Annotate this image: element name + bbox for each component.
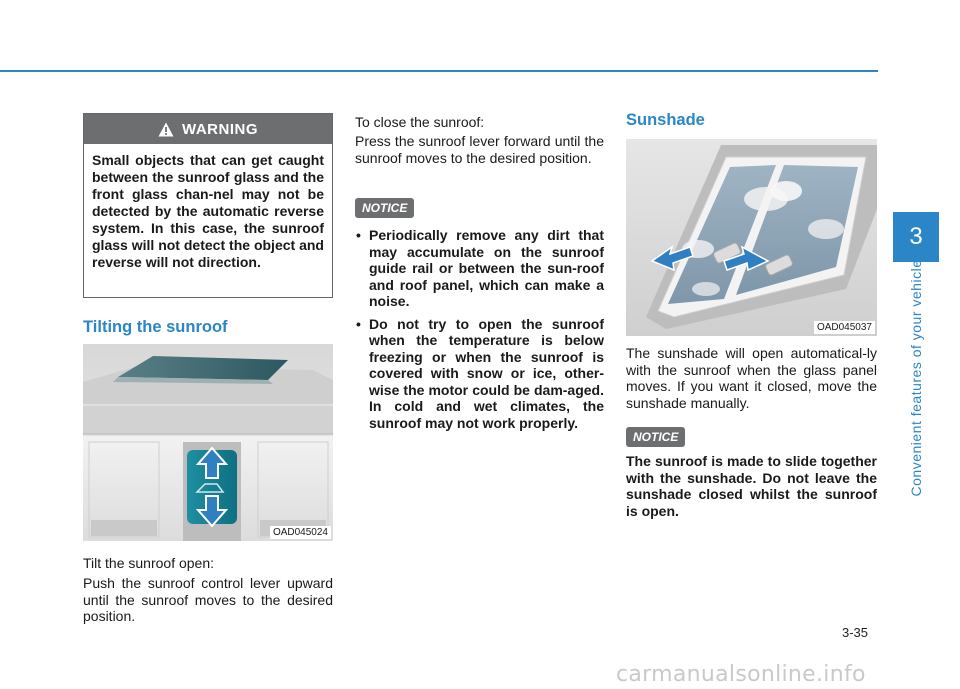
chapter-number: 3 bbox=[909, 223, 923, 250]
notice-badge: NOTICE bbox=[355, 198, 414, 218]
tilting-figure-code: OAD045024 bbox=[270, 526, 331, 539]
chapter-tab bbox=[893, 212, 939, 262]
sunshade-figure-code: OAD045037 bbox=[814, 321, 875, 334]
sunshade-notice-badge: NOTICE bbox=[626, 427, 685, 447]
closing-text-1: To close the sunroof: bbox=[355, 114, 485, 130]
footer-watermark: carmanualsonline.info bbox=[616, 662, 866, 687]
warning-box bbox=[83, 113, 333, 298]
sunshade-heading: Sunshade bbox=[626, 111, 705, 129]
sunshade-figure bbox=[626, 139, 877, 336]
page-number: 3-35 bbox=[842, 625, 869, 640]
warning-header bbox=[84, 114, 332, 144]
chapter-title: Convenient features of your vehicle bbox=[908, 259, 924, 497]
sunshade-text: The sunshade will open automatical-ly with the sunroof when the glass panel moves. If you want it closed, move the sunshade manually. bbox=[626, 345, 877, 411]
notice-bullet-1: • Periodically remove any dirt that may accumulate on the sunroof guide rail or between the sun-roof and roof panel, which can make a noise. bbox=[355, 227, 604, 310]
notice-bullet-2: • Do not try to open the sunroof when the temperature is below freezing or when the sunroof is covered with snow or ice, other-wise the motor could be dam-aged. In cold and wet climates, the sunroof may not work properly. bbox=[355, 316, 604, 432]
tilting-text-1: Tilt the sunroof open: bbox=[83, 555, 215, 571]
sunshade-illustration bbox=[626, 139, 877, 336]
warning-triangle-icon bbox=[158, 122, 174, 137]
tilting-figure bbox=[83, 344, 333, 541]
warning-label: WARNING bbox=[182, 120, 258, 138]
tilting-text-2: Push the sunroof control lever upward until the sunroof moves to the desired position. bbox=[83, 575, 333, 624]
header-rule bbox=[0, 70, 878, 72]
tilting-heading: Tilting the sunroof bbox=[83, 318, 228, 336]
sunroof-lever-illustration bbox=[83, 344, 333, 541]
warning-text: Small objects that can get caught between the sunroof glass and the front glass chan-nel may not be detected by the automatic reverse system. In this case, the sunroof glass will not detect the object and reverse will not direction. bbox=[92, 152, 324, 270]
closing-text-2: Press the sunroof lever forward until the sunroof moves to the desired position. bbox=[355, 133, 604, 166]
notice-bullet-list bbox=[355, 227, 604, 437]
sunshade-notice-text: The sunroof is made to slide together with the sunshade. Do not leave the sunshade closed whilst the sunroof is open. bbox=[626, 453, 877, 519]
